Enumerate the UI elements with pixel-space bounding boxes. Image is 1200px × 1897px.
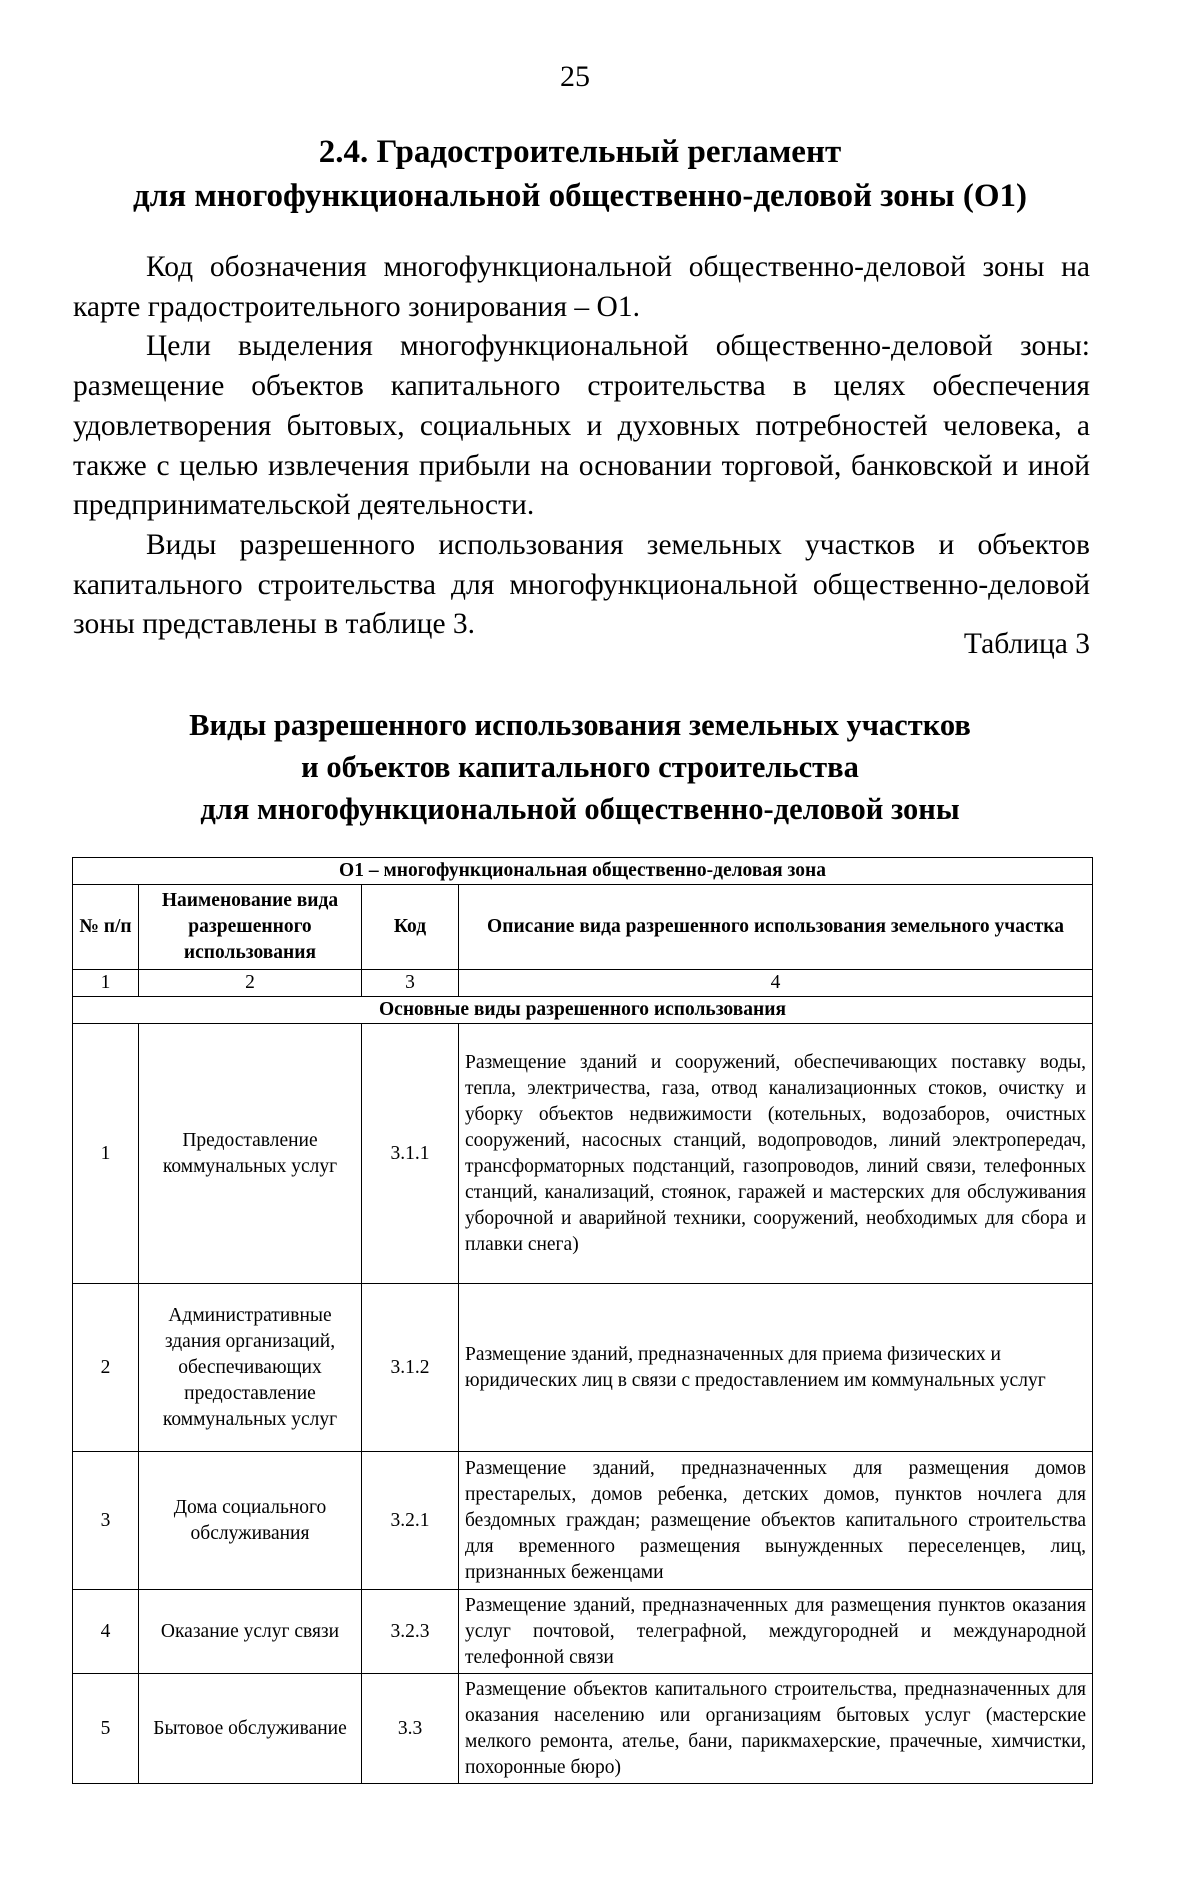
row-description: Размещение зданий, предназначенных для приема физических и юридических лиц в связи с предоставлением им коммунальных услуг xyxy=(459,1284,1093,1452)
group-header: Основные виды разрешенного использования xyxy=(73,997,1093,1024)
paragraph-table-reference: Виды разрешенного использования земельных участков и объектов капитального строительства для многофункциональной общественно-деловой зоны представлены в таблице 3. xyxy=(73,528,1090,641)
row-code: 3.2.1 xyxy=(362,1452,459,1590)
section-heading-line-1: 2.4. Градостроительный регламент xyxy=(318,134,842,170)
row-code: 3.1.2 xyxy=(362,1284,459,1452)
column-number: 2 xyxy=(139,970,362,997)
row-code: 3.3 xyxy=(362,1674,459,1784)
row-use-name: Дома социального обслуживания xyxy=(139,1452,362,1590)
table-title-line-3: для многофункциональной общественно-деловой зоны xyxy=(200,792,960,826)
row-use-name: Административные здания организаций, обеспечивающих предоставление коммунальных услуг xyxy=(139,1284,362,1452)
table-label: Таблица 3 xyxy=(963,628,1090,660)
body-text xyxy=(73,248,1090,645)
zone-header-row xyxy=(73,858,1093,885)
row-description: Размещение зданий, предназначенных для размещения домов престарелых, домов ребенка, детских домов, пунктов ночлега для бездомных граждан; размещение объектов капитального строительства для временного размещения вынужденных переселенцев, лиц, признанных беженцами xyxy=(459,1452,1093,1590)
paragraph-zone-code: Код обозначения многофункциональной общественно-деловой зоны на карте градостроительного зонирования – О1. xyxy=(73,251,1090,323)
row-code: 3.2.3 xyxy=(362,1590,459,1674)
column-header-description: Описание вида разрешенного использования земельного участка xyxy=(459,885,1093,970)
section-heading-line-2: для многофункциональной общественно-деловой зоны (О1) xyxy=(133,178,1027,214)
column-number: 3 xyxy=(362,970,459,997)
section-heading xyxy=(70,130,1090,218)
table-title xyxy=(70,704,1090,830)
row-number: 1 xyxy=(73,1024,139,1284)
row-use-name: Оказание услуг связи xyxy=(139,1590,362,1674)
page-number: 25 xyxy=(560,60,590,93)
row-use-name: Предоставление коммунальных услуг xyxy=(139,1024,362,1284)
row-description: Размещение зданий и сооружений, обеспечивающих поставку воды, тепла, электричества, газа, отвод канализационных стоков, очистку и уборку объектов недвижимости (котельных, водозаборов, очистных сооружений, насосных станций, водопроводов, линий электропередач, трансформаторных подстанций, газопроводов, линий связи, телефонных станций, канализаций, стоянок, гаражей и мастерских для обслуживания уборочной и аварийной техники, сооружений, необходимых для сбора и плавки снега) xyxy=(459,1024,1093,1284)
table-row xyxy=(73,1452,1093,1590)
row-description: Размещение объектов капитального строительства, предназначенных для оказания населению или организациям бытовых услуг (мастерские мелкого ремонта, ателье, бани, парикмахерские, прачечные, химчистки, похоронные бюро) xyxy=(459,1674,1093,1784)
column-number-row xyxy=(73,970,1093,997)
row-description: Размещение зданий, предназначенных для размещения пунктов оказания услуг почтовой, телеграфной, междугородней и международной телефонной связи xyxy=(459,1590,1093,1674)
zone-header: О1 – многофункциональная общественно-деловая зона xyxy=(73,858,1093,885)
column-number: 1 xyxy=(73,970,139,997)
column-header-name: Наименование вида разрешенного использования xyxy=(139,885,362,970)
column-header-number: № п/п xyxy=(73,885,139,970)
group-header-row xyxy=(73,997,1093,1024)
row-code: 3.1.1 xyxy=(362,1024,459,1284)
column-header-row xyxy=(73,885,1093,970)
row-use-name: Бытовое обслуживание xyxy=(139,1674,362,1784)
table-row xyxy=(73,1590,1093,1674)
row-number: 2 xyxy=(73,1284,139,1452)
table-row xyxy=(73,1284,1093,1452)
table-title-line-2: и объектов капитального строительства xyxy=(301,750,859,784)
paragraph-zone-goals: Цели выделения многофункциональной общественно-деловой зоны: размещение объектов капитального строительства в целях обеспечения удовлетворения бытовых, социальных и духовных потребностей человека, а также с целью извлечения прибыли на основании торговой, банковской и иной предпринимательской деятельности. xyxy=(73,330,1090,522)
land-use-table xyxy=(72,857,1093,1784)
row-number: 5 xyxy=(73,1674,139,1784)
table-row xyxy=(73,1674,1093,1784)
row-number: 3 xyxy=(73,1452,139,1590)
column-header-code: Код xyxy=(362,885,459,970)
row-number: 4 xyxy=(73,1590,139,1674)
table-title-line-1: Виды разрешенного использования земельных участков xyxy=(189,708,971,742)
column-number: 4 xyxy=(459,970,1093,997)
table-row xyxy=(73,1024,1093,1284)
